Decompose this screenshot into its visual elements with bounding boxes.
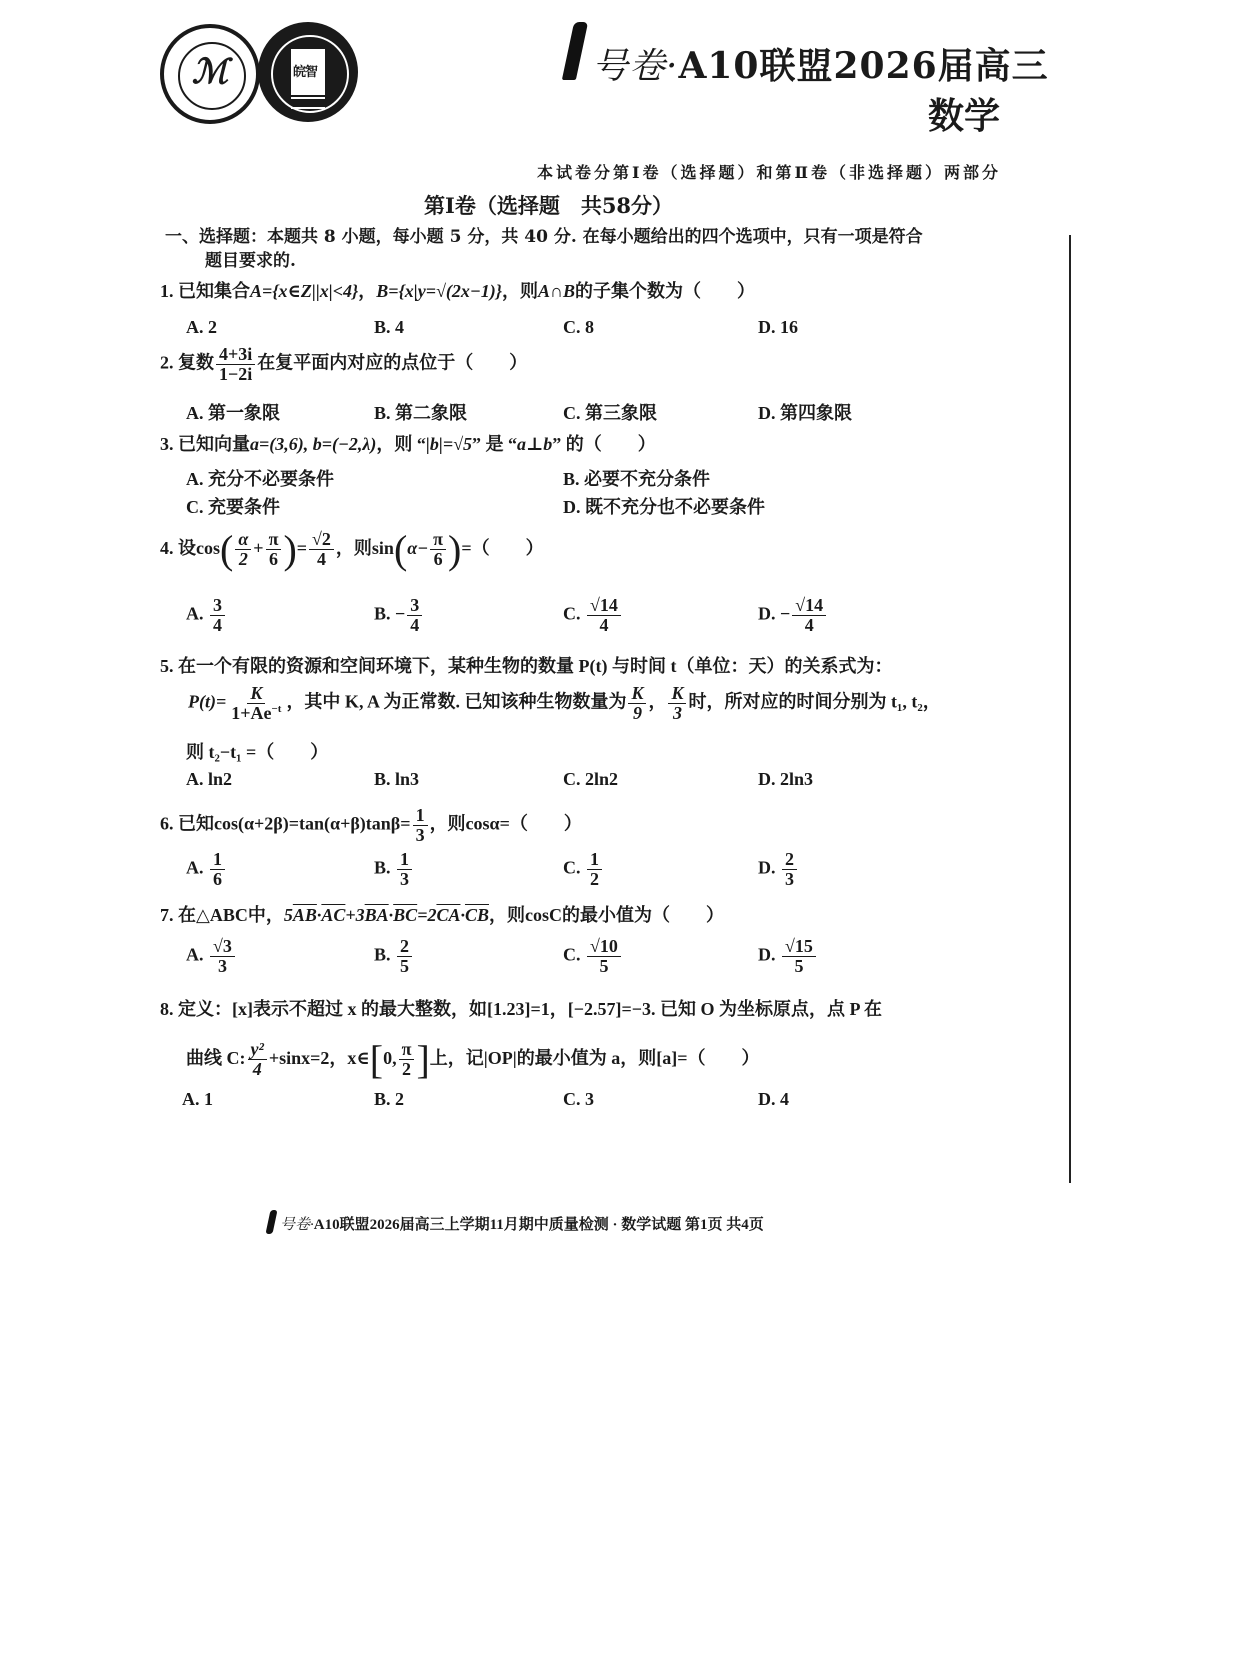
- alliance-logo: [160, 24, 260, 124]
- question-number: 4.: [160, 538, 174, 558]
- stem-text: 在复平面内对应的点位于（ ）: [257, 352, 528, 373]
- vectors: a=(3,6), b=(−2,λ): [250, 434, 377, 454]
- option-c[interactable]: C. 2ln2: [563, 769, 619, 789]
- option-d[interactable]: D. 16: [758, 317, 798, 337]
- question-number: 8.: [160, 999, 174, 1019]
- option-d[interactable]: D. − $\frac{√14}{4}$: [758, 596, 828, 635]
- stem-text: ” 的（ ）: [552, 434, 656, 454]
- question-7: 7. 在△ABC中，$5\overline{AB}\cdot\overline{AC}+3\overline{BA}\cdot\overline{BC}=2\overline{CA}\cdot\overline{CB}$，则cosC的最小值为（ ）: [160, 905, 724, 925]
- set-b: B={x|y=√(2x−1)}: [376, 281, 503, 301]
- option-b[interactable]: B. 4: [374, 317, 405, 337]
- stem-text: =（ ）: [461, 538, 544, 558]
- stem-text: ，则cosC的最小值为（ ）: [488, 905, 724, 925]
- logo-stripes: [291, 97, 325, 109]
- exam-subject: 数学: [928, 95, 1001, 137]
- footer-text: A10联盟2026届高三上学期11月期中质量检测 · 数学试题 第1页 共4页: [313, 1217, 764, 1233]
- option-a[interactable]: A. 2: [186, 317, 217, 337]
- fraction: $\frac{4+3i}{1-2i}$: [216, 345, 255, 384]
- condition-q: a⊥b: [516, 434, 553, 454]
- stem-text: 已知cos(α+2β)=tan(α+β)tanβ=: [178, 813, 411, 834]
- question-2: [160, 345, 527, 384]
- option-c[interactable]: C. 第三象限: [563, 403, 657, 423]
- margin-rule: [1069, 235, 1071, 1183]
- option-c[interactable]: C. 3: [563, 1089, 594, 1109]
- question-8: [160, 997, 882, 1021]
- question-6: 6. 已知cos(α+2β)=tan(α+β)tanβ= $\frac{1}{3}$ ，则cosα=（ ）: [160, 805, 582, 845]
- option-a[interactable]: A. 充分不必要条件: [186, 469, 334, 489]
- stem-text: 复数: [178, 352, 214, 373]
- section-heading: 第Ⅰ卷（选择题 共58分）: [424, 193, 674, 218]
- stem-text: 设cos: [178, 538, 220, 558]
- option-c[interactable]: C. $\frac{√10}{5}$: [563, 937, 623, 976]
- option-a[interactable]: A. ln2: [186, 769, 233, 789]
- exam-title: [592, 38, 1049, 89]
- option-a[interactable]: A. $\frac{√3}{3}$: [186, 937, 237, 976]
- option-b[interactable]: B. − $\frac{3}{4}$: [374, 596, 424, 635]
- stem-text: 定义：[x]表示不超过 x 的最大整数，如[1.23]=1，[−2.57]=−3. 已知 O 为坐标原点，点 P 在: [178, 999, 882, 1019]
- question-3: [160, 432, 656, 456]
- condition-p: |b|=√5: [425, 434, 472, 454]
- option-b[interactable]: B. ln3: [374, 769, 420, 789]
- title-text: A10联盟2026届高三: [678, 45, 1049, 87]
- section-instruction: 一、选择题：本题共 8 小题，每小题 5 分，共 40 分. 在每小题给出的四个选项中，只有一项是符合: [165, 227, 923, 247]
- logo-house-icon: [291, 49, 325, 95]
- question-number: 2.: [160, 352, 174, 373]
- option-a[interactable]: A. 第一象限: [186, 403, 280, 423]
- option-b[interactable]: B. 2: [374, 1089, 405, 1109]
- option-a[interactable]: A. 1: [182, 1089, 213, 1109]
- exam-intro: 本试卷分第Ⅰ卷（选择题）和第Ⅱ卷（非选择题）两部分: [537, 163, 1001, 182]
- option-d[interactable]: D. $\frac{2}{3}$: [758, 850, 799, 889]
- option-d[interactable]: D. 既不充分也不必要条件: [563, 497, 765, 517]
- brand-name: 号卷·: [592, 46, 679, 87]
- option-c[interactable]: C. 8: [563, 317, 594, 337]
- stem-text: 已知向量: [178, 434, 250, 454]
- question-1: [160, 279, 755, 303]
- stem-text: ” 是 “: [471, 434, 517, 454]
- intro-crop-mask: [1072, 150, 1242, 190]
- page-crop-mask: [1072, 0, 1242, 1675]
- stem-text: 已知集合: [178, 281, 250, 301]
- option-b[interactable]: B. $\frac{1}{3}$: [374, 850, 414, 889]
- question-8-cont: 曲线 C: $\frac{\text{y²}}{4}$ +sinx=2，x∈[0, $\frac{\pi}{2}$ ]上，记|OP|的最小值为 a，则[a]=（ ）: [186, 1036, 760, 1082]
- stem-text: ，则sin: [335, 538, 394, 558]
- option-d[interactable]: D. 4: [758, 1089, 789, 1109]
- option-a[interactable]: A. $\frac{1}{6}$: [186, 850, 227, 889]
- option-b[interactable]: B. 第二象限: [374, 403, 468, 423]
- question-number: 3.: [160, 434, 174, 454]
- question-number: 5.: [160, 656, 174, 676]
- question-number: 1.: [160, 281, 174, 301]
- option-c[interactable]: C. 充要条件: [186, 497, 280, 517]
- logo-text: 皖智: [293, 65, 318, 80]
- option-d[interactable]: D. 第四象限: [758, 403, 852, 423]
- page-footer: [280, 1213, 764, 1234]
- stem-text: ，则 “: [376, 434, 426, 454]
- stem-text: 在一个有限的资源和空间环境下，某种生物的数量 P(t) 与时间 t（单位：天）的关系式为：: [178, 656, 893, 676]
- brand-mark-icon: [562, 22, 588, 80]
- question-number: 6.: [160, 813, 174, 834]
- option-a[interactable]: A. $\frac{3}{4}$: [186, 596, 227, 635]
- footer-brand-mark-icon: [265, 1210, 277, 1234]
- option-c[interactable]: C. $\frac{1}{2}$: [563, 850, 604, 889]
- wanzhi-education-logo: [258, 22, 358, 122]
- option-b[interactable]: B. 必要不充分条件: [563, 469, 711, 489]
- question-5-formula: P(t)= $\frac{K}{1+Ae^{-t}}$ ，其中 K, A 为正常数. 已知该种生物数量为 $\frac{K}{9}$ ， $\frac{K}{3}$ 时，所对应的时间分别为 t₁, t₂，: [188, 683, 941, 723]
- question-number: 7.: [160, 905, 174, 925]
- question-4: 4. 设cos( $\frac{\alpha}{2}$ + $\frac{\pi}{6}$ )= $\frac{√2}{4}$ ，则sin(α− $\frac{\pi}{6}$ )=（ ）: [160, 526, 544, 572]
- stem-text: 的子集个数为（ ）: [575, 281, 755, 301]
- option-b[interactable]: B. $\frac{2}{5}$: [374, 937, 414, 976]
- option-c[interactable]: C. $\frac{√14}{4}$: [563, 596, 623, 635]
- option-d[interactable]: D. $\frac{√15}{5}$: [758, 937, 818, 976]
- logo-monogram: ℳ: [191, 52, 229, 92]
- stem-text: 在△ABC中，: [178, 905, 284, 925]
- section-instruction-cont: 题目要求的.: [205, 251, 296, 271]
- question-5: [160, 654, 892, 678]
- question-5-ask: 则 t₂−t₁ =（ ）: [186, 742, 329, 762]
- intersection: A∩B: [538, 281, 575, 301]
- set-a: A={x∈Z||x|<4}: [250, 281, 359, 301]
- stem-text: ，: [358, 281, 377, 301]
- stem-text: ，则cosα=（ ）: [429, 813, 582, 834]
- footer-brand: 号卷·: [280, 1217, 314, 1233]
- stem-text: ，则: [502, 281, 539, 301]
- option-d[interactable]: D. 2ln3: [758, 769, 814, 789]
